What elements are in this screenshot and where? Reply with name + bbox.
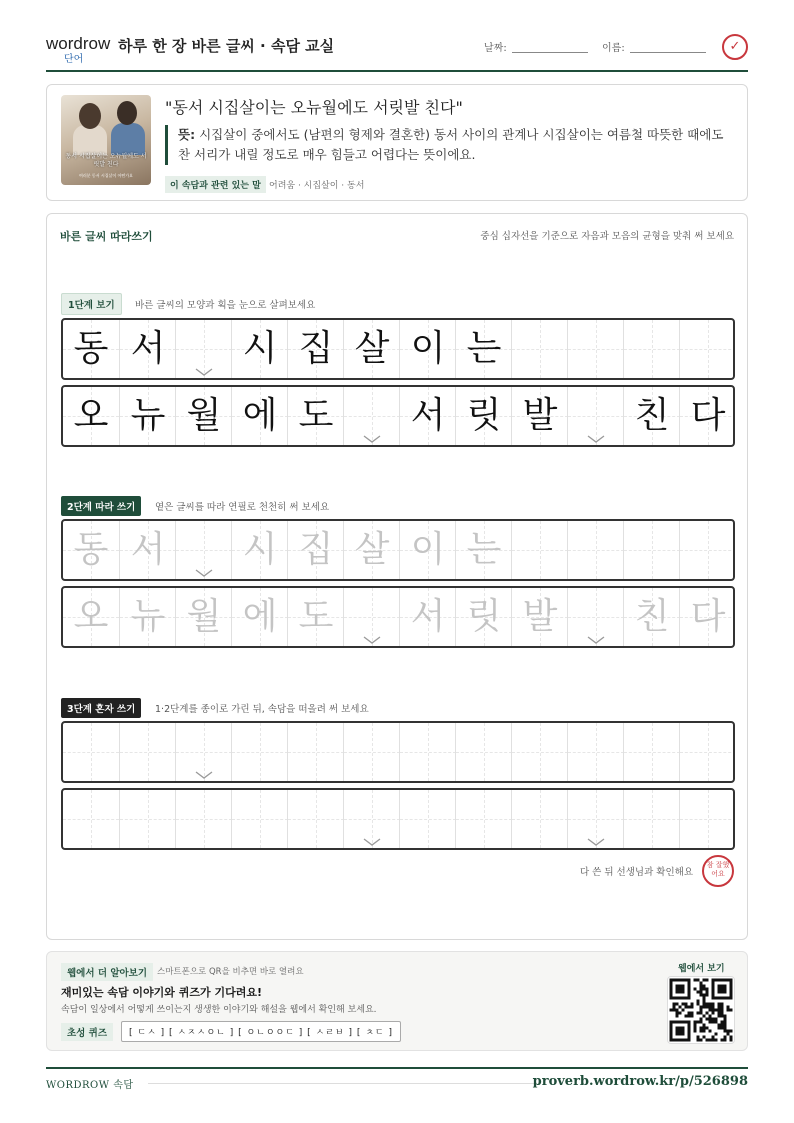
step2-row2[interactable] xyxy=(61,586,735,648)
grid-cell[interactable] xyxy=(287,588,343,646)
grid-cell[interactable] xyxy=(343,588,399,646)
grid-cell[interactable] xyxy=(231,521,287,579)
page-title: 하루 한 장 바른 글씨 · 속담 교실 xyxy=(118,37,335,55)
footer-rule xyxy=(148,1083,536,1084)
step1-desc: 바른 글씨의 모양과 획을 눈으로 살펴보세요 xyxy=(135,300,316,311)
grid-cell[interactable] xyxy=(455,521,511,579)
grid-cell xyxy=(343,387,399,445)
proverb-meaning xyxy=(165,125,735,165)
grid-char: 친 xyxy=(634,395,670,436)
grid-cell[interactable] xyxy=(679,588,735,646)
grid-cell xyxy=(679,387,735,445)
grid-cell xyxy=(287,320,343,378)
grid-char: 친 xyxy=(634,596,670,637)
proverb-title: "동서 시집살이는 오뉴월에도 서릿발 친다" xyxy=(165,98,463,117)
space-marker-icon xyxy=(362,832,382,842)
grid-cell xyxy=(623,320,679,378)
space-marker-icon xyxy=(194,765,214,775)
illustration-caption-small: 여러분 동서 시집살이 어떤가요 xyxy=(78,173,134,178)
grid-cell[interactable] xyxy=(399,790,455,848)
grid-char: 서 xyxy=(130,328,166,369)
grid-char: 뉴 xyxy=(130,395,166,436)
space-marker-icon xyxy=(194,362,214,372)
grid-cell xyxy=(623,387,679,445)
space-marker-icon xyxy=(586,832,606,842)
grid-char xyxy=(680,723,735,781)
grid-cell[interactable] xyxy=(119,588,175,646)
grid-char: 동 xyxy=(73,328,109,369)
grid-char xyxy=(288,790,344,848)
step3-row2[interactable] xyxy=(61,788,735,850)
grid-cell[interactable] xyxy=(63,588,119,646)
step3-desc: 1·2단계를 종이로 가린 뒤, 속담을 떠올려 써 보세요 xyxy=(155,704,369,715)
grid-cell[interactable] xyxy=(455,723,511,781)
grid-cell xyxy=(63,387,119,445)
grid-char: 뉴 xyxy=(130,596,166,637)
grid-cell[interactable] xyxy=(511,790,567,848)
name-label: 이름: xyxy=(602,43,625,54)
grid-char xyxy=(63,723,119,781)
grid-cell[interactable] xyxy=(63,790,119,848)
grid-char: 이 xyxy=(410,529,446,570)
grid-char: 는 xyxy=(466,328,502,369)
grid-char xyxy=(456,790,512,848)
grid-char: 살 xyxy=(354,529,390,570)
qr-label: 웹에서 보기 xyxy=(678,964,725,974)
grid-char xyxy=(624,320,680,378)
grid-cell[interactable] xyxy=(623,588,679,646)
grid-cell[interactable] xyxy=(623,723,679,781)
grid-cell[interactable] xyxy=(623,790,679,848)
step2-tag: 2단계 따라 쓰기 xyxy=(61,496,141,516)
grid-cell[interactable] xyxy=(231,723,287,781)
grid-char xyxy=(512,790,568,848)
space-marker-icon xyxy=(194,563,214,573)
illustration-caption: 동서 시집살이는 오뉴월에도 서릿발 친다 xyxy=(65,153,147,168)
grid-char: 동 xyxy=(73,529,109,570)
grid-char: 서 xyxy=(410,596,446,637)
step1-row2 xyxy=(61,385,735,447)
grid-cell[interactable] xyxy=(455,588,511,646)
practice-hint: 중심 십자선을 기준으로 자음과 모음의 균형을 맞춰 써 보세요 xyxy=(480,231,734,242)
chosung-quiz: [ ㄷㅅ ] [ ㅅㅈㅅㅇㄴ ] [ ㅇㄴㅇㅇㄷ ] [ ㅅㄹㅂ ] [ ㅊㄷ ] xyxy=(121,1021,401,1042)
grid-char: 도 xyxy=(298,596,334,637)
grid-cell xyxy=(119,387,175,445)
grid-char: 에 xyxy=(242,596,278,637)
grid-cell[interactable] xyxy=(119,521,175,579)
step3-tag: 3단계 혼자 쓰기 xyxy=(61,698,141,718)
grid-char xyxy=(63,790,119,848)
grid-cell[interactable] xyxy=(119,790,175,848)
grid-char xyxy=(624,723,680,781)
grid-char xyxy=(120,790,176,848)
grid-cell[interactable] xyxy=(343,521,399,579)
grid-char: 는 xyxy=(466,529,502,570)
space-marker-icon xyxy=(362,630,382,640)
grid-char: 서 xyxy=(130,529,166,570)
approval-seal-icon: ✓ xyxy=(722,34,748,60)
grid-char xyxy=(680,320,735,378)
grid-cell[interactable] xyxy=(567,588,623,646)
grid-cell[interactable] xyxy=(679,790,735,848)
grid-cell xyxy=(119,320,175,378)
footer-url[interactable]: proverb.wordrow.kr/p/526898 xyxy=(532,1074,748,1089)
step2-row1[interactable] xyxy=(61,519,735,581)
grid-char: 살 xyxy=(354,328,390,369)
step1-tag: 1단계 보기 xyxy=(61,293,122,315)
grid-cell[interactable] xyxy=(567,723,623,781)
grid-char xyxy=(344,723,400,781)
grid-cell[interactable] xyxy=(231,588,287,646)
space-marker-icon xyxy=(586,429,606,439)
grid-char xyxy=(288,723,344,781)
grid-cell[interactable] xyxy=(175,723,231,781)
grid-cell[interactable] xyxy=(623,521,679,579)
grid-char xyxy=(232,723,288,781)
step1-row1 xyxy=(61,318,735,380)
footer-divider xyxy=(46,1067,748,1069)
proverb-illustration xyxy=(61,95,151,185)
grid-char xyxy=(176,790,232,848)
grid-cell xyxy=(287,387,343,445)
grid-char xyxy=(680,790,735,848)
grid-char: 시 xyxy=(242,328,278,369)
date-field[interactable] xyxy=(512,52,588,53)
footer-brand: WORDROW 속담 xyxy=(46,1080,134,1091)
grid-cell xyxy=(511,387,567,445)
grid-cell[interactable] xyxy=(511,723,567,781)
web-tag: 웹에서 더 알아보기 xyxy=(61,963,153,981)
grid-cell[interactable] xyxy=(63,521,119,579)
grid-cell xyxy=(455,320,511,378)
grid-cell[interactable] xyxy=(343,790,399,848)
grid-cell[interactable] xyxy=(567,790,623,848)
grid-cell xyxy=(343,320,399,378)
meaning-label: 뜻: xyxy=(178,127,196,142)
grid-char: 도 xyxy=(298,395,334,436)
grid-char: 집 xyxy=(298,529,334,570)
related-label: 이 속담과 관련 있는 말 xyxy=(165,176,266,193)
grid-char: 시 xyxy=(242,529,278,570)
grid-cell[interactable] xyxy=(175,588,231,646)
grid-char xyxy=(400,790,456,848)
web-description: 속담이 일상에서 어떻게 쓰이는지 생생한 이야기와 해설을 웹에서 확인해 보세요. xyxy=(61,1005,377,1015)
grid-char: 릿 xyxy=(466,596,502,637)
step2-desc: 옅은 글씨를 따라 연필로 천천히 써 보세요 xyxy=(155,502,330,513)
grid-char xyxy=(512,320,568,378)
grid-char: 에 xyxy=(242,395,278,436)
proverb-card xyxy=(46,84,748,201)
grid-cell[interactable] xyxy=(175,790,231,848)
grid-cell xyxy=(231,320,287,378)
meaning-text: 시집살이 중에서도 (남편의 형제와 결혼한) 동서 사이의 관계나 시집살이는 여름철 따뜻한 때에도 찬 서리가 내릴 정도로 매우 힘들고 어렵다는 뜻이에요. xyxy=(178,127,724,162)
grid-char: 릿 xyxy=(466,395,502,436)
step3-row1[interactable] xyxy=(61,721,735,783)
grid-cell[interactable] xyxy=(679,723,735,781)
grid-cell[interactable] xyxy=(343,723,399,781)
grid-cell[interactable] xyxy=(511,521,567,579)
grid-char xyxy=(624,790,680,848)
grid-cell xyxy=(399,387,455,445)
name-field[interactable] xyxy=(630,52,706,53)
grid-cell xyxy=(567,320,623,378)
grid-cell[interactable] xyxy=(567,521,623,579)
grid-cell[interactable] xyxy=(399,588,455,646)
grid-cell[interactable] xyxy=(287,723,343,781)
grid-cell[interactable] xyxy=(399,521,455,579)
grid-char xyxy=(568,521,624,579)
logo-subtext: 단어 xyxy=(64,54,84,65)
practice-title: 바른 글씨 따라쓰기 xyxy=(60,230,153,243)
grid-cell[interactable] xyxy=(119,723,175,781)
web-promo-card xyxy=(46,951,748,1051)
practice-section xyxy=(46,213,748,940)
grid-char: 발 xyxy=(522,596,558,637)
qr-code-icon[interactable] xyxy=(667,976,735,1044)
grid-cell[interactable] xyxy=(287,521,343,579)
grid-char: 이 xyxy=(410,328,446,369)
grid-cell[interactable] xyxy=(455,790,511,848)
related-words: 어려움 · 시집살이 · 동서 xyxy=(269,181,365,191)
grid-cell[interactable] xyxy=(63,723,119,781)
grid-char xyxy=(512,521,568,579)
grid-cell[interactable] xyxy=(679,521,735,579)
grid-cell xyxy=(63,320,119,378)
grid-cell[interactable] xyxy=(175,521,231,579)
grid-char xyxy=(120,723,176,781)
grid-char: 월 xyxy=(186,395,222,436)
grid-char: 서 xyxy=(410,395,446,436)
check-note: 다 쓴 뒤 선생님과 확인해요 xyxy=(579,867,693,878)
web-heading: 재미있는 속담 이야기와 퀴즈가 기다려요! xyxy=(61,986,262,999)
grid-char xyxy=(456,723,512,781)
grid-char: 다 xyxy=(690,596,726,637)
grid-cell xyxy=(567,387,623,445)
quiz-label: 초성 퀴즈 xyxy=(61,1023,113,1041)
grid-char: 오 xyxy=(73,596,109,637)
space-marker-icon xyxy=(586,630,606,640)
grid-char xyxy=(568,320,624,378)
space-marker-icon xyxy=(362,429,382,439)
wordrow-logo: wordrow xyxy=(46,34,111,53)
grid-char xyxy=(568,723,624,781)
grid-cell[interactable] xyxy=(511,588,567,646)
good-job-seal-icon: 참 잘했어요 xyxy=(702,855,734,887)
grid-cell[interactable] xyxy=(231,790,287,848)
grid-char xyxy=(232,790,288,848)
grid-cell xyxy=(175,387,231,445)
grid-char: 월 xyxy=(186,596,222,637)
grid-char: 집 xyxy=(298,328,334,369)
grid-char xyxy=(680,521,735,579)
grid-cell[interactable] xyxy=(287,790,343,848)
page-header xyxy=(46,30,748,72)
grid-char: 발 xyxy=(522,395,558,436)
grid-char: 다 xyxy=(690,395,726,436)
grid-char: 오 xyxy=(73,395,109,436)
date-label: 날짜: xyxy=(484,43,507,54)
grid-cell xyxy=(231,387,287,445)
grid-char xyxy=(400,723,456,781)
grid-cell xyxy=(679,320,735,378)
grid-cell xyxy=(511,320,567,378)
grid-char xyxy=(512,723,568,781)
grid-cell xyxy=(175,320,231,378)
web-subtext: 스마트폰으로 QR을 비추면 바로 열려요 xyxy=(157,967,304,977)
grid-cell[interactable] xyxy=(399,723,455,781)
grid-cell xyxy=(399,320,455,378)
grid-char xyxy=(624,521,680,579)
grid-cell xyxy=(455,387,511,445)
